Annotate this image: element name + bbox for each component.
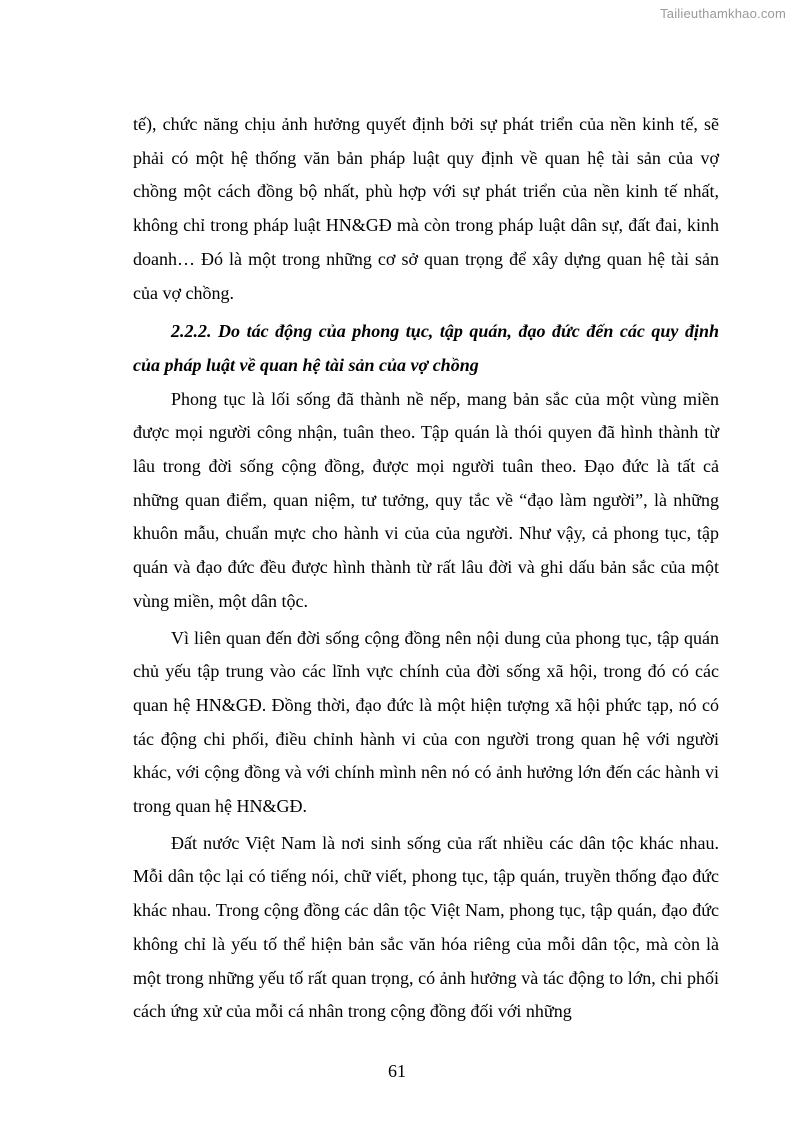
paragraph-definitions: Phong tục là lối sống đã thành nề nếp, mang bản sắc của một vùng miền được mọi người công nhận, tuân theo. Tập quán là thói quyen đã hình thành từ lâu trong đời sống cộng đồng, được mọi người tuân theo. Đạo đức là tất cả những quan điểm, quan niệm, tư tưởng, quy tắc về “đạo làm người”, là những khuôn mẫu, chuẩn mực cho hành vi của của người. Như vậy, cả phong tục, tập quán và đạo đức đều được hình thành từ rất lâu đời và ghi dấu bản sắc của một vùng miền, một dân tộc. — [133, 388, 719, 611]
document-body — [133, 108, 719, 1029]
page-number: 61 — [388, 1061, 406, 1081]
paragraph-continuation: tế), chức năng chịu ảnh hưởng quyết định bởi sự phát triển của nền kinh tế, sẽ phải có một hệ thống văn bản pháp luật quy định về quan hệ tài sản của vợ chồng một cách đồng bộ nhất, phù hợp với sự phát triển của nền kinh tế nhất, không chỉ trong pháp luật HN&GĐ mà còn trong pháp luật dân sự, đất đai, kinh doanh… Đó là một trong những cơ sở quan trọng để xây dựng quan hệ tài sản của vợ chồng. — [133, 114, 719, 303]
paragraph-community-life: Vì liên quan đến đời sống cộng đồng nên nội dung của phong tục, tập quán chủ yếu tập trung vào các lĩnh vực chính của đời sống xã hội, trong đó có các quan hệ HN&GĐ. Đồng thời, đạo đức là một hiện tượng xã hội phức tạp, nó có tác động chi phối, điều chỉnh hành vi của con người trong quan hệ với người khác, với cộng đồng và với chính mình nên nó có ảnh hưởng lớn đến các hành vi trong quan hệ HN&GĐ. — [133, 627, 719, 817]
watermark: Tailieuthamkhao.com — [660, 6, 786, 21]
paragraph-vietnam-ethnic-groups: Đất nước Việt Nam là nơi sinh sống của rất nhiều các dân tộc khác nhau. Mỗi dân tộc lại có tiếng nói, chữ viết, phong tục, tập quán, truyền thống đạo đức khác nhau. Trong cộng đồng các dân tộc Việt Nam, phong tục, tập quán, đạo đức không chỉ là yếu tố thể hiện bản sắc văn hóa riêng của mỗi dân tộc, mà còn là một trong những yếu tố rất quan trọng, có ảnh hưởng và tác động to lớn, chi phối cách ứng xử của mỗi cá nhân trong cộng đồng đối với những — [133, 832, 719, 1022]
section-heading: 2.2.2. Do tác động của phong tục, tập quán, đạo đức đến các quy định của pháp luật về quan hệ tài sản của vợ chồng — [133, 321, 719, 375]
